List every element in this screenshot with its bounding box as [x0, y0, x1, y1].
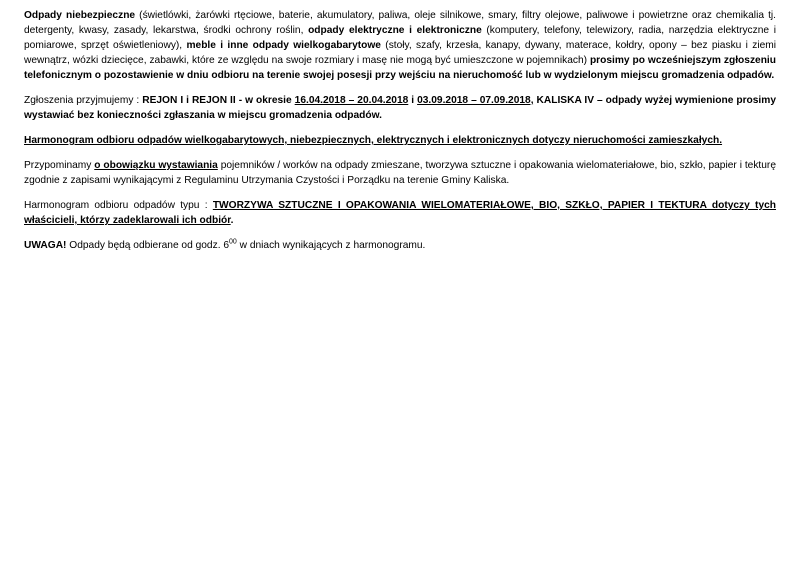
hazardous-waste-list: (świetlówki, żarówki rtęciowe, baterie, akumulatory, paliwa, oleje silnikowe, smary, filtry olejowe, paliwowe i powietrzne oraz chemikalia tj. detergenty, kwasy, zasady, lekarstwa, środki ochrony roślin, — [24, 10, 777, 36]
paragraph-waste-types — [24, 8, 776, 83]
hour-superscript: 00 — [229, 238, 237, 246]
date-range-2: 03.09.2018 – 07.09.2018, — [417, 95, 534, 106]
recyclables-period: . — [230, 215, 234, 226]
paragraph-reminder — [24, 158, 776, 188]
electronic-waste-list: (komputery, telefony, telewizory, radia, narzędzia elektryczne i pomiarowe, sprzęt oświetleniowy), — [24, 25, 777, 51]
recyclables-label: Harmonogram odbioru odpadów typu : — [24, 200, 213, 211]
obligation-phrase: o obowiązku wystawiania — [94, 160, 218, 171]
paragraph-submission-dates — [24, 93, 776, 123]
schedule-residential-note: Harmonogram odbioru odpadów wielkogabarytowych, niebezpiecznych, elektrycznych i elektronicznych dotyczy nieruchomości zamieszkałych. — [24, 135, 723, 146]
reminder-label: Przypominamy — [24, 160, 95, 171]
kaliska-iv-note: KALISKA IV – odpady wyżej wymienione prosimy wystawiać bez konieczności zgłaszania w miejscu gromadzenia odpadów. — [24, 95, 776, 121]
paragraph-recyclables-schedule — [24, 198, 776, 228]
warning-text: Odpady będą odbierane od godz. 6 — [66, 240, 230, 251]
pickup-instruction: prosimy po wcześniejszym zgłoszeniu telefonicznym o pozostawienie w dniu odbioru na terenie swojej posesji przy wejściu na nieruchomość lub w wydzielonym miejscu gromadzenia odpadów. — [24, 55, 776, 81]
paragraph-schedule-note — [24, 133, 776, 148]
electronic-waste-heading: odpady elektryczne i elektroniczne — [308, 25, 482, 36]
date-conjunction: i — [408, 95, 418, 106]
date-range-1: 16.04.2018 – 20.04.2018 — [294, 95, 409, 106]
reminder-text: pojemników / worków na odpady zmieszane, tworzywa sztuczne i opakowania wielomateriałowe, bio, szkło, papier i tekturę zgodnie z zapisami wynikającymi z Regulaminu Utrzymania Czystości i Porządku na terenie Gminy Kaliska. — [24, 160, 776, 186]
warning-text-end: w dniach wynikających z harmonogramu. — [236, 240, 426, 251]
bulky-waste-list: (stoły, szafy, krzesła, kanapy, dywany, materace, kołdry, opony – bez piasku i ziemi wewnątrz, wózki dziecięce, zabawki, które ze względu na swoje rozmiary i masę nie mogą być umieszczone w pojemnikach) — [24, 40, 777, 66]
paragraph-warning — [24, 238, 776, 253]
bulky-waste-heading: meble i inne odpady wielkogabarytowe — [186, 40, 381, 51]
submission-label: Zgłoszenia przyjmujemy : — [24, 95, 143, 106]
regions-period: REJON I i REJON II - w okresie — [142, 95, 295, 106]
hazardous-waste-heading: Odpady niebezpieczne — [24, 10, 136, 21]
warning-label: UWAGA! — [24, 240, 67, 251]
recyclables-types: TWORZYWA SZTUCZNE I OPAKOWANIA WIELOMATERIAŁOWE, BIO, SZKŁO, PAPIER I TEKTURA dotyczy tych właścicieli, którzy zadeklarowali ich odbiór — [24, 200, 777, 226]
